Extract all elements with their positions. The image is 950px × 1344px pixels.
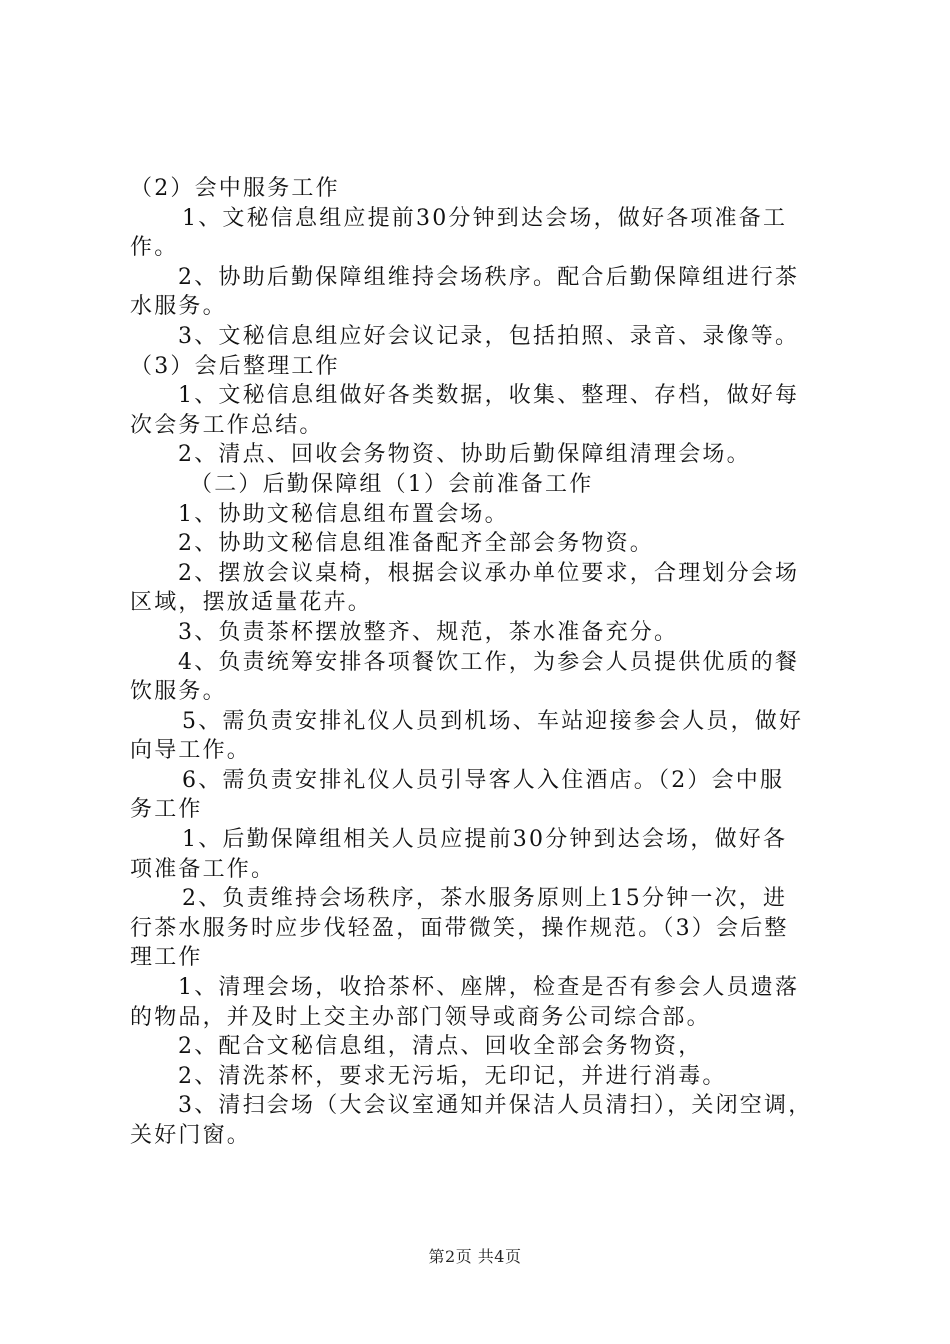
- paragraph-line: 1、文秘信息组应提前30分钟到达会场，做好各项准备工: [182, 205, 788, 231]
- paragraph-line: 1、协助文秘信息组布置会场。: [178, 501, 509, 527]
- paragraph-line: 饮服务。: [130, 679, 227, 705]
- paragraph-line: 1、后勤保障组相关人员应提前30分钟到达会场，做好各: [182, 827, 788, 853]
- paragraph-line: 区域，摆放适量花卉。: [130, 590, 373, 616]
- paragraph-line: 1、清理会场，收拾茶杯、座牌，检查是否有参会人员遗落: [178, 975, 800, 1001]
- paragraph-line: 2、负责维持会场秩序，茶水服务原则上15分钟一次，进: [182, 886, 788, 912]
- paragraph-line: 项准备工作。: [130, 856, 276, 882]
- paragraph-line: 理工作: [130, 945, 203, 971]
- paragraph-line: 1、文秘信息组做好各类数据，收集、整理、存档，做好每: [178, 383, 800, 409]
- section-heading: （2）会中服务工作: [130, 176, 340, 201]
- paragraph-line: 4、负责统筹安排各项餐饮工作，为参会人员提供优质的餐: [178, 649, 800, 675]
- paragraph-line: 2、协助文秘信息组准备配齐全部会务物资。: [178, 531, 654, 557]
- paragraph-line: 2、清洗茶杯，要求无污垢，无印记，并进行消毒。: [178, 1063, 727, 1089]
- paragraph-line: 3、清扫会场（大会议室通知并保洁人员清扫），关闭空调，: [178, 1093, 813, 1119]
- paragraph-line: 3、负责茶杯摆放整齐、规范，茶水准备充分。: [178, 619, 679, 645]
- paragraph-line: 2、摆放会议桌椅，根据会议承办单位要求，合理划分会场: [178, 560, 800, 586]
- paragraph-line: 5、需负责安排礼仪人员到机场、车站迎接参会人员，做好: [182, 708, 804, 734]
- document-body: [130, 174, 830, 1151]
- section-heading: （3）会后整理工作: [130, 353, 340, 379]
- paragraph-line: 次会务工作总结。: [130, 412, 324, 438]
- paragraph-line: 2、协助后勤保障组维持会场秩序。配合后勤保障组进行茶: [178, 264, 800, 290]
- paragraph-line: 2、清点、回收会务物资、协助后勤保障组清理会场。: [178, 442, 751, 468]
- paragraph-line: 行茶水服务时应步伐轻盈，面带微笑，操作规范。（3）会后整: [130, 915, 789, 941]
- paragraph-line: 的物品，并及时上交主办部门领导或商务公司综合部。: [130, 1004, 711, 1030]
- paragraph-line: 6、需负责安排礼仪人员引导客人入住酒店。（2）会中服: [182, 767, 785, 793]
- paragraph-line: 2、配合文秘信息组，清点、回收全部会务物资，: [178, 1034, 703, 1060]
- paragraph-line: 作。: [130, 235, 179, 261]
- paragraph-line: 向导工作。: [130, 738, 252, 764]
- paragraph-line: 水服务。: [130, 294, 227, 320]
- page-number: 第2页 共4页: [428, 1247, 522, 1266]
- paragraph-line: 务工作: [130, 797, 203, 823]
- paragraph-line: 3、文秘信息组应好会议记录，包括拍照、录音、录像等。: [178, 323, 800, 349]
- section-heading: （二）后勤保障组（1）会前准备工作: [190, 471, 594, 497]
- paragraph-line: 关好门窗。: [130, 1123, 252, 1148]
